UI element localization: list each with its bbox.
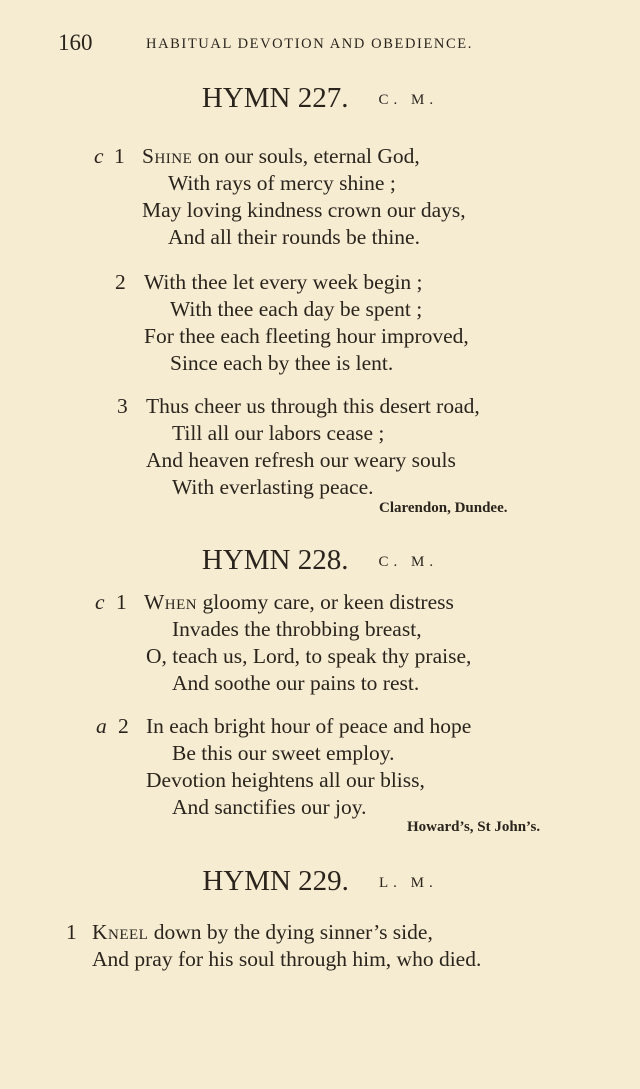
stanza-number: 3 [117, 394, 128, 418]
stanza-number: 1 [114, 144, 125, 168]
verse-line: O, teach us, Lord, to speak thy praise, [146, 644, 472, 668]
verse-line: Invades the throbbing breast, [172, 617, 422, 641]
hymn-title: HYMN 227. [201, 82, 349, 114]
verse-line [66, 920, 433, 944]
line-text: With thee let every week begin ; [144, 270, 423, 294]
tune-names: Clarendon, Dundee. [379, 500, 508, 516]
first-word: When [144, 590, 198, 614]
hymn-meter: C. M. [378, 92, 439, 108]
verse-line [115, 270, 423, 294]
page-number: 160 [58, 30, 93, 55]
verse-line: Devotion heightens all our bliss, [146, 768, 425, 792]
hymn-title: HYMN 229. [202, 865, 349, 897]
line-text: down by the dying sinner’s side, [148, 920, 433, 944]
verse-line [95, 590, 454, 614]
verse-line: With thee each day be spent ; [170, 297, 423, 321]
running-head [58, 30, 568, 60]
stanza-number: 2 [118, 714, 129, 738]
hymn-227-heading [0, 82, 640, 115]
running-title: HABITUAL DEVOTION AND OBEDIENCE. [146, 36, 473, 52]
line-text: on our souls, eternal God, [192, 144, 420, 168]
hymn-meter: L. M. [378, 875, 438, 891]
verse-line: Be this our sweet employ. [172, 741, 395, 765]
verse-line: And all their rounds be thine. [168, 225, 420, 249]
tune-names: Howard’s, St John’s. [407, 819, 541, 835]
performance-mark: a [96, 714, 107, 738]
performance-mark: c [94, 144, 104, 168]
verse-line: And heaven refresh our weary souls [146, 448, 456, 472]
hymn-title: HYMN 228. [201, 544, 349, 576]
verse-line [117, 394, 480, 418]
verse-line: With everlasting peace. [172, 475, 374, 499]
hymn-meter: C. M. [378, 554, 439, 570]
verse-line [94, 144, 420, 168]
line-text: In each bright hour of peace and hope [146, 714, 472, 738]
stanza-number: 1 [116, 590, 127, 614]
first-word: Kneel [92, 920, 149, 944]
line-text: Thus cheer us through this desert road, [146, 394, 480, 418]
verse-line: And pray for his soul through him, who died. [92, 947, 482, 971]
verse-line: With rays of mercy shine ; [168, 171, 396, 195]
hymn-229-heading [0, 865, 640, 898]
verse-line: And sanctifies our joy. [172, 795, 367, 819]
verse-line: May loving kindness crown our days, [142, 198, 466, 222]
verse-line: For thee each fleeting hour improved, [144, 324, 469, 348]
verse-line: And soothe our pains to rest. [172, 671, 420, 695]
verse-line: Since each by thee is lent. [170, 351, 394, 375]
verse-line [96, 714, 472, 738]
performance-mark: c [95, 590, 105, 614]
stanza-number: 2 [115, 270, 126, 294]
line-text: gloomy care, or keen distress [197, 590, 454, 614]
first-word: Shine [142, 144, 193, 168]
stanza-number: 1 [66, 920, 77, 944]
hymn-228-heading [0, 544, 640, 577]
verse-line: Till all our labors cease ; [172, 421, 385, 445]
